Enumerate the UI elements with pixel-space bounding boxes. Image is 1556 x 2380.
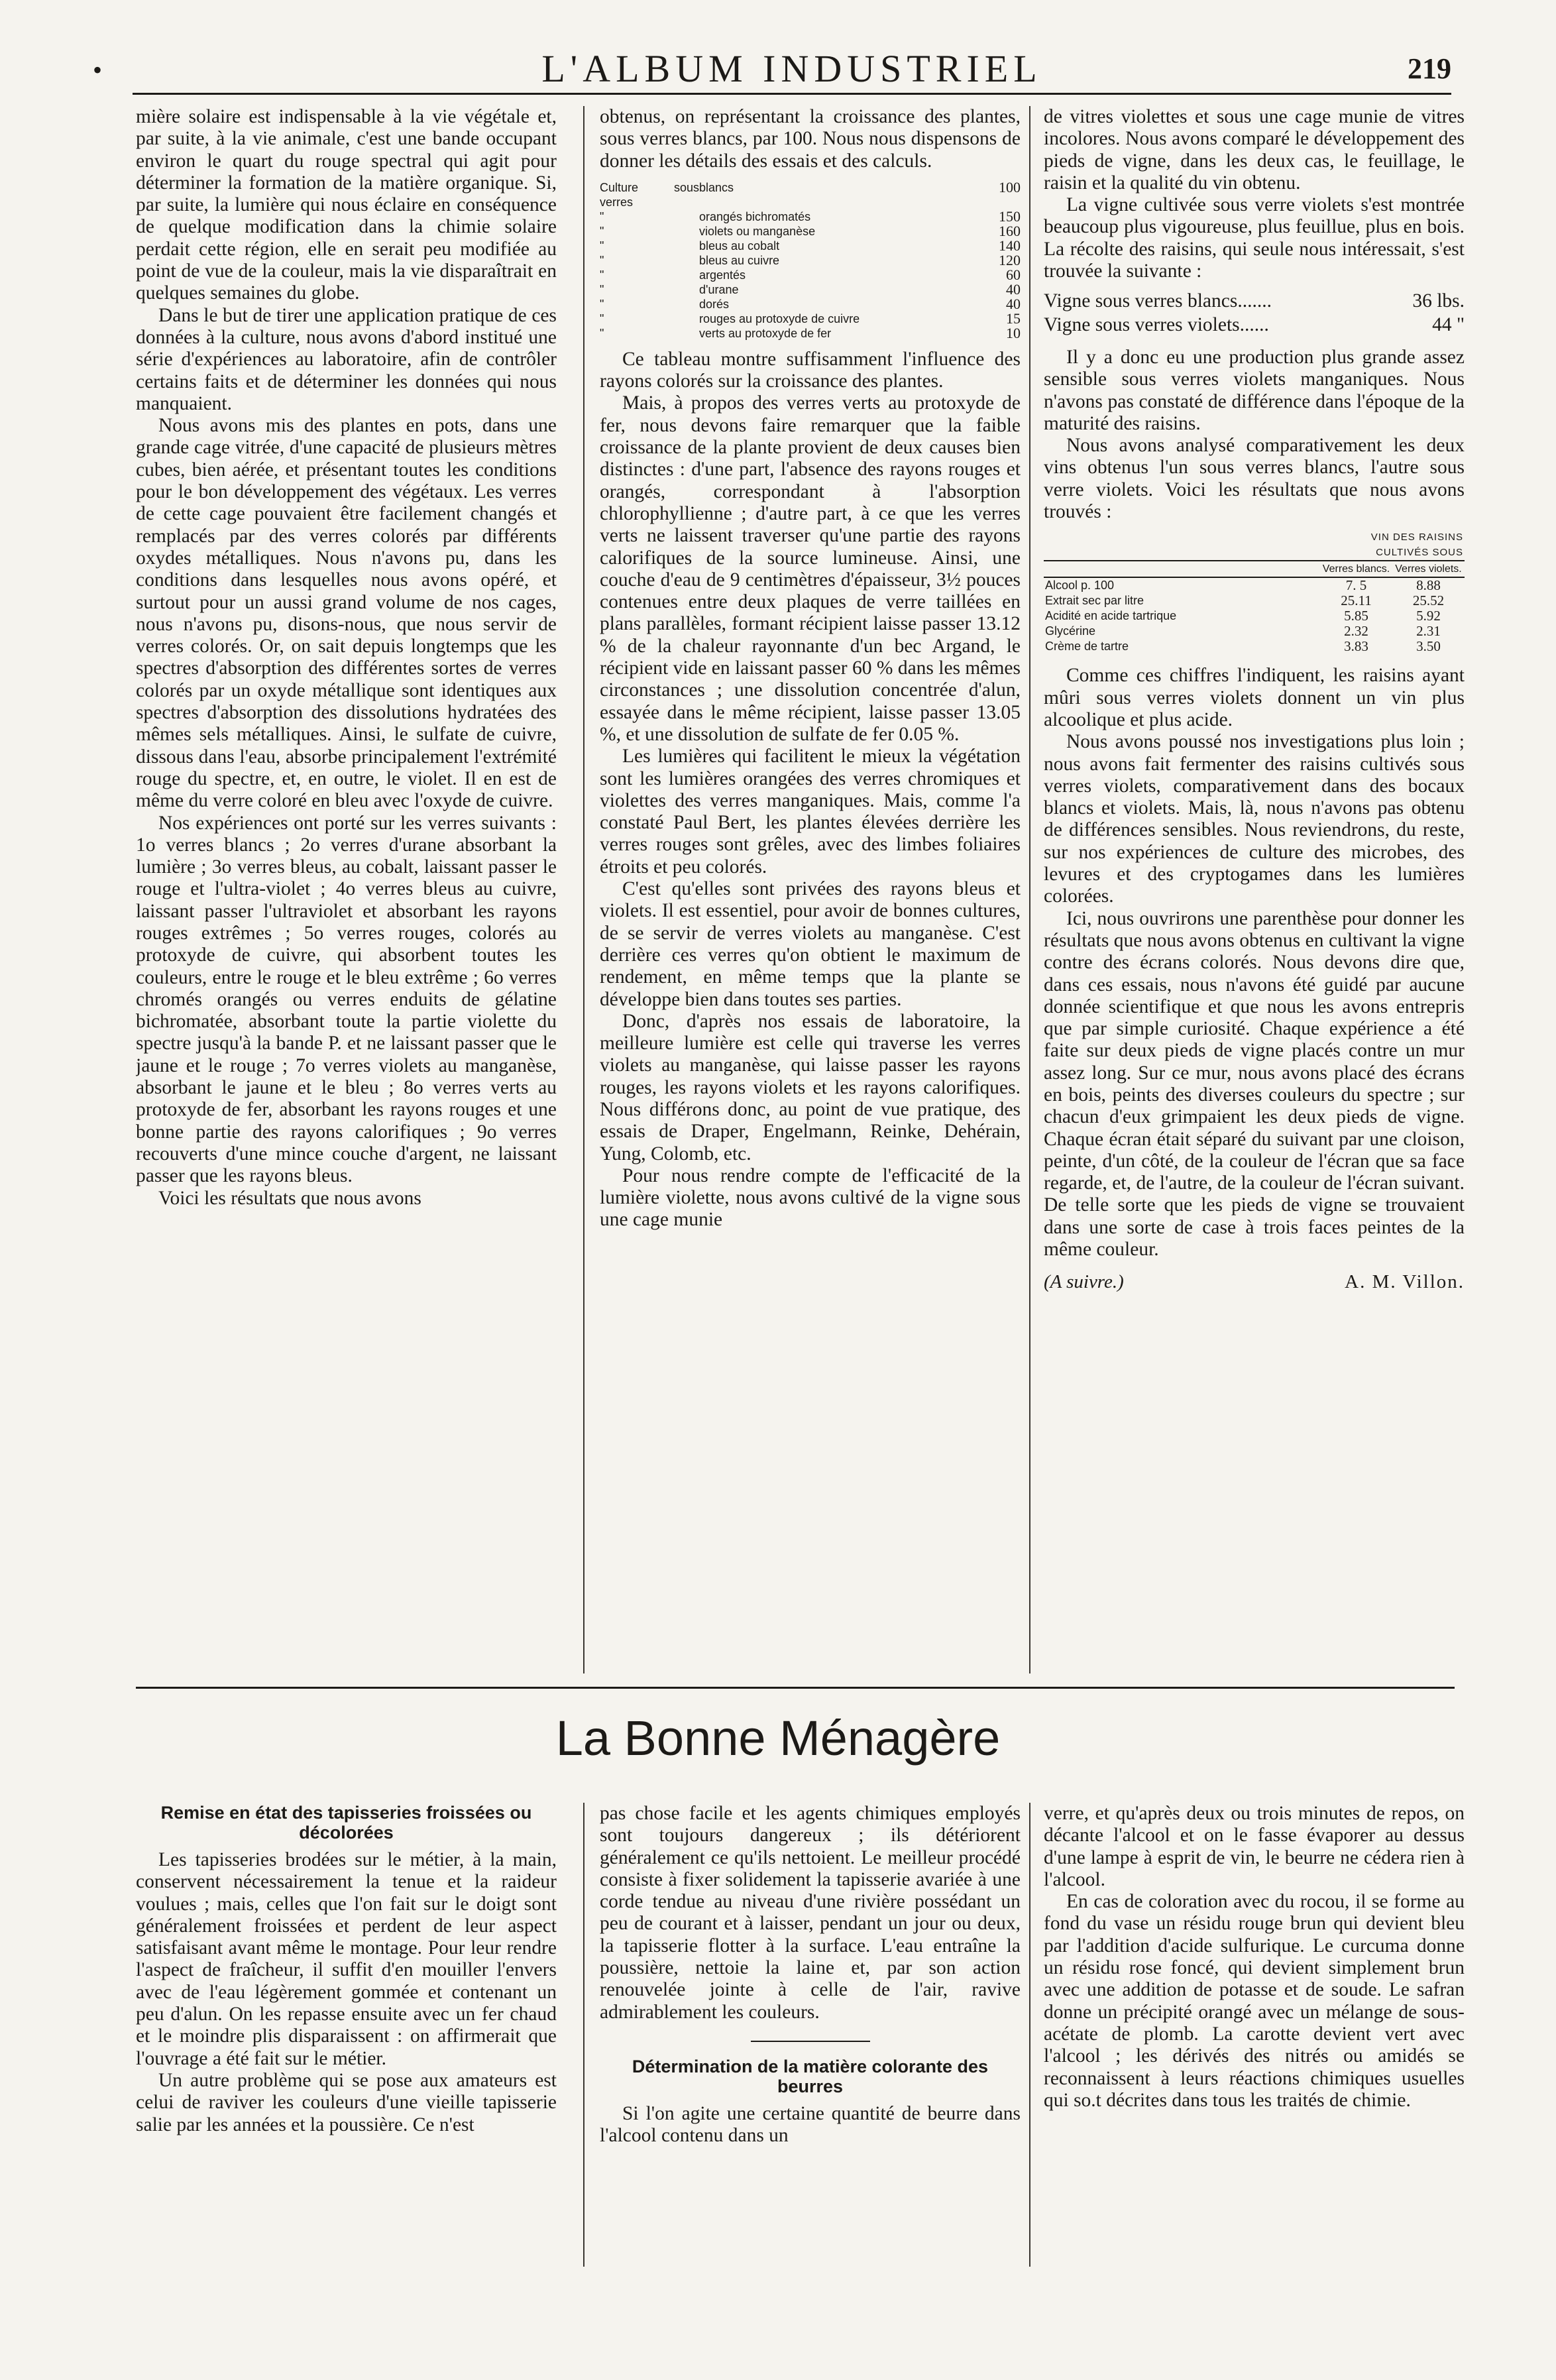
growth-row-label: bleus au cuivre [699, 253, 780, 267]
wine-table-caption: VIN DES RAISINS CULTIVÉS SOUS [1370, 532, 1463, 559]
wine-row-label: Extrait sec par litre [1045, 594, 1144, 608]
paragraph: En cas de coloration avec du rocou, il se forme au fond du vase un résidu rouge brun qui devient bleu par l'addition d'acide sulfurique. Le curcuma donne un résidu rose foncé, qui devient simplement brun avec une addition de potasse et de soude. Le safran donne un précipité orangé avec un mélange de sous-acétate de plomb. La carotte devient vert avec l'alcool ; les dérivés des nitrés ou amidés se reconnaissent à leurs réactions chimiques usuelles qui so.t décrites dans tous les traités de chimie. [1044, 1891, 1465, 2111]
growth-row-value: 150 [999, 207, 1021, 225]
wine-row-label: Crème de tartre [1045, 640, 1129, 653]
growth-row-value: 120 [999, 251, 1021, 268]
growth-row-prefix: " [600, 253, 604, 267]
signature-line [1044, 1271, 1465, 1293]
growth-row-prefix: " [600, 224, 604, 238]
paragraph: Les tapisseries brodées sur le métier, à la main, conservent nécessairement la tenue et la raideur voulues ; mais, celles que l'on fait sur le doigt sont généralement froissées et perdent de leur aspect satisfaisant avant même le montage. Pour leur rendre l'aspect de fraîcheur, il suffit d'en mouiller l'envers avec de l'eau légèrement gommée et contenant un peu d'alun. On les repasse ensuite avec un fer chaud et le moindre plis disparaissent : on affirmerait que l'ouvrage a été fait sur le métier. [136, 1849, 557, 2069]
article-heading: Remise en état des tapisseries froissées ou décolorées [160, 1803, 532, 1842]
column-3 [1044, 106, 1465, 1677]
column-divider [1029, 106, 1030, 1673]
wine-row-violets: 5.92 [1416, 608, 1441, 624]
article-separator [751, 2041, 870, 2042]
yield-label: Vigne sous verres blancs....... [1044, 290, 1272, 312]
column-divider [583, 1803, 584, 2267]
wine-row-blancs: 7. 5 [1345, 577, 1367, 594]
growth-table-row [600, 312, 1021, 326]
paragraph: Un autre problème qui se pose aux amateurs est celui de raviver les couleurs d'une vieille tapisserie salie par les années et la poussière. Ce n'est [136, 2069, 557, 2135]
wine-row-violets: 3.50 [1416, 638, 1441, 655]
paragraph: Ici, nous ouvrirons une parenthèse pour donner les résultats que nous avons obtenus en cultivant la vigne contre des écrans colorés. Nous devons dire que, dans ces essais, nous n'avons été guidé par aucune donnée scientifique et que nous les avons entrepris que par simple curiosité. Chaque expérience a été faite sur deux pieds de vigne placés contre un mur assez long. Sur ce mur, nous avons placé des écrans en bois, peints des diverses couleurs du spectre ; sur chacun d'eux grimpaient les deux pieds de vigne. Chaque écran était séparé du suivant par une cloison, peinte, d'un côté, de la couleur de l'écran que sa face regarde, et, de l'autre, de la couleur de l'écran suivant. De telle sorte que les pieds de vigne se trouvaient dans une sorte de case à trois faces peintes de la même couleur. [1044, 907, 1465, 1261]
growth-table-row [600, 268, 1021, 282]
paragraph: Si l'on agite une certaine quantité de beurre dans l'alcool contenu dans un [600, 2102, 1021, 2147]
growth-row-prefix: " [600, 297, 604, 311]
yield-row [1044, 314, 1465, 336]
article-heading: Détermination de la matière colorante des beurres [632, 2056, 989, 2096]
paragraph: Pour nous rendre compte de l'efficacité de la lumière violette, nous avons cultivé de la vigne sous une cage munie [600, 1164, 1021, 1231]
wine-row-violets: 2.31 [1416, 623, 1441, 640]
growth-row-value: 160 [999, 222, 1021, 239]
growth-row-prefix: " [600, 209, 604, 223]
paragraph: Comme ces chiffres l'indiquent, les raisins ayant mûri sous verres violets donnent un vin plus alcoolique et plus acide. [1044, 665, 1465, 730]
growth-row-label: dorés [699, 297, 730, 311]
wine-row-violets: 25.52 [1412, 593, 1445, 609]
growth-row-prefix: " [600, 239, 604, 253]
growth-row-prefix: " [600, 282, 604, 296]
section-rule [136, 1687, 1455, 1689]
paragraph: Nos expériences ont porté sur les verres suivants : 1o verres blancs ; 2o verres d'urane absorbant la lumière ; 3o verres bleus, au cobalt, laissant passer le rouge et l'ultra-violet ; 4o verres bleus au cuivre, laissant passer l'ultraviolet et absorbant les rayons rouges extrêmes ; 5o verres rouges, colorés au protoxyde de cuivre, qui absorbent toutes les couleurs, entre le rouge et le bleu extrême ; 6o verres chromés orangés ou verres enduits de gélatine bichromatée, absorbant toute la partie violette du spectre jusqu'à la bande P. et ne laissant passer que le jaune et le rouge ; 7o verres violets au manganèse, absorbant le jaune et le bleu ; 8o verres verts au protoxyde de fer, absorbant les rayons rouges et une bonne partie des rayons calorifiques ; 9o verres recouverts d'une mince couche d'argent, ne laissant passer que les rayons bleus. [136, 812, 557, 1187]
column-divider [1029, 1803, 1030, 2267]
paragraph: Donc, d'après nos essais de laboratoire, la meilleure lumière est celle qui traverse les verres violets au manganèse, qui laisse passer les rayons rouges, les rayons violets et les rayons calorifiques. Nous différons donc, au point de vue pratique, des essais de Draper, Engelmann, Reinke, Dehérain, Yung, Colomb, etc. [600, 1010, 1021, 1164]
growth-row-value: 10 [1006, 324, 1021, 341]
growth-table-row [600, 239, 1021, 253]
paragraph: mière solaire est indispensable à la vie végétale et, par suite, à la vie animale, c'est une bande occupant environ le quart du rouge spectral qui agit pour déterminer la formation de la matière organique. Si, par suite, la lumière qui nous éclaire en conséquence de quelque modification dans la chimie solaire perdait cette région, elle en serait peu modifiée au point de vue de la couleur, mais la vie disparaîtrait en quelques semaines du globe. [136, 106, 557, 304]
paragraph: Voici les résultats que nous avons [158, 1187, 421, 1209]
journal-title: L'ALBUM INDUSTRIEL [541, 47, 1042, 90]
wine-row-blancs: 5.85 [1344, 608, 1368, 624]
column-1 [136, 106, 557, 1677]
wine-table-row [1044, 577, 1465, 593]
paragraph: Les lumières qui facilitent le mieux la végétation sont les lumières orangées des verres chromiques et violettes des verres manganiques. Mais, comme l'a constaté Paul Bert, les plantes élevées derrière les verres rouges sont grêles, avec des limbes foliaires étroits et peu colorés. [600, 746, 1021, 878]
paragraph: Il y a donc eu une production plus grande assez sensible sous verres violets manganiques. Nous n'avons pas constaté de différence dans l'époque de la maturité des raisins. [1044, 346, 1465, 434]
growth-row-value: 40 [1006, 295, 1021, 312]
growth-table-row [600, 224, 1021, 239]
page-header [93, 46, 1451, 95]
growth-table-row [600, 180, 1021, 209]
header-bullet: • [93, 55, 103, 85]
growth-table-row [600, 326, 1021, 341]
wine-row-blancs: 25.11 [1341, 593, 1372, 609]
wine-row-blancs: 3.83 [1344, 638, 1368, 655]
paragraph: Nous avons analysé comparativement les deux vins obtenus l'un sous verres blancs, l'autre sous verre violets. Voici les résultats que nous avons trouvés : [1044, 435, 1465, 523]
wine-header-violets: Verres violets. [1392, 561, 1465, 577]
wine-row-label: Acidité en acide tartrique [1045, 609, 1177, 623]
wine-row-violets: 8.88 [1416, 577, 1441, 594]
growth-row-value: 140 [999, 237, 1021, 254]
paragraph: Dans le but de tirer une application pratique de ces données à la culture, nous avons d'abord institué une série d'expériences au laboratoire, afin de contrôler certains faits et de déterminer les données qui nous manquaient. [136, 304, 557, 414]
paragraph: La vigne cultivée sous verre violets s'est montrée beaucoup plus vigoureuse, plus feuillue, plus en bois. La récolte des raisins, qui seule nous intéressait, s'est trouvée la suivante : [1044, 194, 1465, 282]
page-number: 219 [1408, 52, 1451, 85]
wine-table-row [1044, 624, 1465, 639]
yield-value: 36 lbs. [1412, 290, 1465, 312]
wine-header-blancs: Verres blancs. [1320, 561, 1392, 577]
growth-table-row [600, 253, 1021, 268]
growth-row-label: orangés bichromatés [699, 209, 811, 223]
paragraph: C'est qu'elles sont privées des rayons bleus et violets. Il est essentiel, pour avoir de bonnes cultures, de se servir de verres violets au manganèse. C'est derrière ces verres qu'on obtient le maximum de rendement, en même temps que la plante se développe bien dans toutes ses parties. [600, 878, 1021, 1010]
column-2 [600, 106, 1021, 1677]
paragraph: obtenus, on représentant la croissance des plantes, sous verres blancs, par 100. Nous nous dispensons de donner les détails des essais et des calculs. [600, 106, 1021, 172]
bottom-column-2 [600, 1803, 1021, 2293]
growth-row-value: 15 [1006, 310, 1021, 327]
wine-table-row [1044, 608, 1465, 624]
growth-row-label: violets ou manganèse [699, 224, 816, 238]
paragraph: Nous avons poussé nos investigations plus loin ; nous avons fait fermenter des raisins cultivés sous verres violets, comparativement dans des bocaux blancs et violets. Mais, là, nous n'avons pas obtenu de différences sensibles. Nous reviendrons, du reste, sur nos expériences de culture des microbes, des levures et des cryptogames dans les lumières colorées. [1044, 731, 1465, 907]
growth-row-prefix: " [600, 326, 604, 340]
to-be-continued: (A suivre.) [1044, 1271, 1124, 1293]
growth-row-value: 60 [1006, 266, 1021, 283]
wine-row-blancs: 2.32 [1344, 623, 1368, 640]
growth-row-prefix: Culture sous verres [600, 180, 699, 209]
growth-row-label: rouges au protoxyde de cuivre [699, 312, 860, 325]
paragraph: pas chose facile et les agents chimiques employés sont toujours dangereux ; ils détériorent généralement ce qu'ils nettoient. Le meilleur procédé consiste à fixer solidement la tapisserie avariée à une corde tendue au niveau d'une rivière possédant un peu de courant et à laisser, pendant un jour ou deux, la tapisserie flotter à la surface. L'eau entraîne la poussière, nettoie la laine et, par son action renouvelée jointe à celle de l'air, ravive admirablement les couleurs. [600, 1803, 1021, 2023]
paragraph: Mais, à propos des verres verts au protoxyde de fer, nous devons faire remarquer que la faible croissance de la plante provient de deux causes bien distinctes : d'une part, l'absence des rayons rouges et orangés, correspondant à l'absorption chlorophyllienne ; d'autre part, à ce que les verres verts ne laissent traverser qu'une partie des rayons calorifiques de la source lumineuse. Ainsi, une couche d'eau de 9 centimètres d'épaisseur, 3½ pouces contenues entre deux plaques de verre taillées en plans parallèles, formant récipient laisse passer 13.12 % de la chaleur rayonnante d'un bec Argand, le récipient vide en laissant passer 60 % dans les mêmes circonstances ; une dissolution concentrée d'alun, essayée dans le même récipient, laisse passer 13.05 %, et une dissolution de sulfate de fer 0.05 %. [600, 392, 1021, 745]
bottom-column-1 [136, 1803, 557, 2293]
growth-row-prefix: " [600, 268, 604, 282]
paragraph: verre, et qu'après deux ou trois minutes de repos, on décante l'alcool et on le fasse évaporer au dessus d'une lampe à esprit de vin, le beurre ne cédera rien à l'alcool. [1044, 1803, 1465, 1890]
wine-row-label: Glycérine [1045, 624, 1096, 638]
paragraph: de vitres violettes et sous une cage munie de vitres incolores. Nous avons comparé le développement des pieds de vigne, dans les deux cas, le feuillage, le raisin et la qualité du vin obtenu. [1044, 106, 1465, 194]
growth-table [600, 180, 1021, 341]
growth-row-label: verts au protoxyde de fer [699, 326, 832, 340]
wine-row-label: Alcool p. 100 [1045, 579, 1115, 593]
wine-table-row [1044, 639, 1465, 654]
growth-row-label: blancs [699, 180, 734, 194]
paragraph: Ce tableau montre suffisamment l'influence des rayons colorés sur la croissance des plantes. [600, 348, 1021, 392]
growth-row-value: 40 [1006, 280, 1021, 298]
paragraph: Nous avons mis des plantes en pots, dans une grande cage vitrée, d'une capacité de plusieurs mètres cubes, bien aérée, et présentant toutes les conditions pour le bon développement des végétaux. Les verres de cette cage pouvaient être facilement changés et remplacés par des verres colorés par différents oxydes métalliques. Nous n'avons pu, dans les conditions dans lesquelles nous avons opéré, et surtout pour un aussi grand volume de nos cages, nous n'avons pu, disons-nous, que nous servir de verres colorés. Or, on sait depuis longtemps que les spectres d'absorption des différentes sortes de verres colorés par un oxyde métallique sont identiques aux spectres d'absorption des dissolutions hydratées des mêmes sels métalliques. Ainsi, le sulfate de cuivre, dissous dans l'eau, absorbe principalement l'extrémité rouge du spectre, et, en outre, le violet. Il en est de même du verre coloré en bleu avec l'oxyde de cuivre. [136, 415, 557, 812]
growth-table-row [600, 209, 1021, 224]
wine-table [1044, 530, 1465, 654]
growth-table-row [600, 297, 1021, 312]
wine-table-row [1044, 593, 1465, 608]
section-title: La Bonne Ménagère [555, 1711, 1001, 1766]
yield-row [1044, 290, 1465, 312]
yield-value: 44 " [1432, 313, 1465, 335]
growth-row-label: bleus au cobalt [699, 239, 780, 253]
growth-row-label: d'urane [699, 282, 739, 296]
author-signature: A. M. Villon. [1345, 1271, 1465, 1293]
column-divider [583, 106, 584, 1673]
growth-row-value: 100 [999, 178, 1021, 196]
growth-row-label: argentés [699, 268, 746, 282]
bottom-column-3 [1044, 1803, 1465, 2293]
yield-label: Vigne sous verres violets...... [1044, 313, 1269, 335]
growth-row-prefix: " [600, 312, 604, 325]
growth-table-row [600, 282, 1021, 297]
